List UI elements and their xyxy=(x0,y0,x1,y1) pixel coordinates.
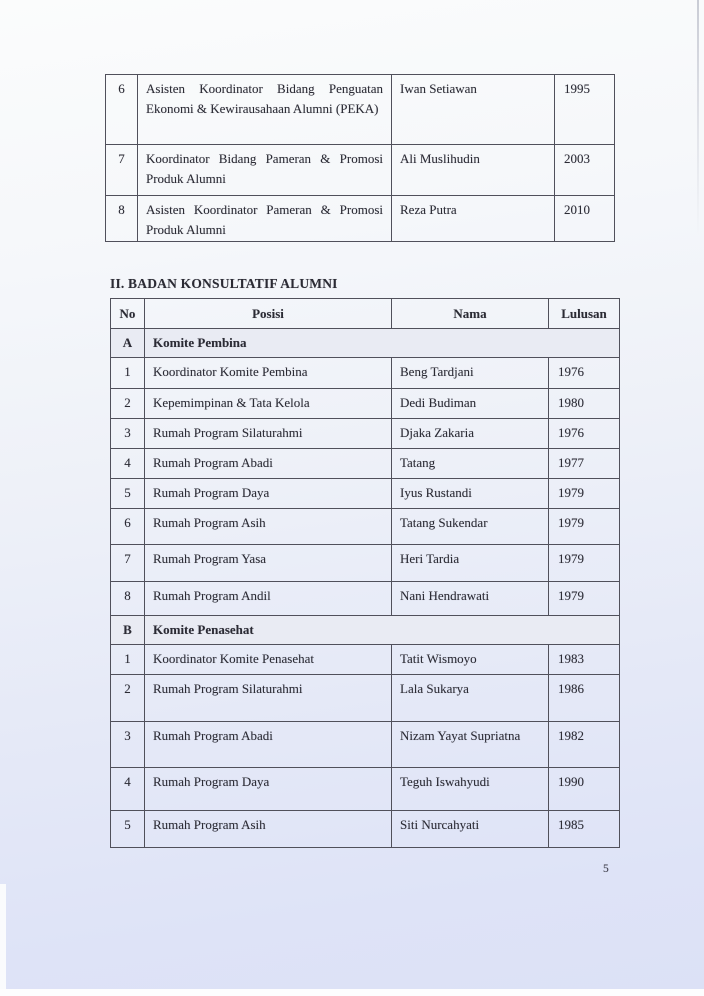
graduation-year-cell: 1979 xyxy=(549,545,620,582)
section-label: B xyxy=(111,616,145,645)
name-cell: Beng Tardjani xyxy=(392,358,549,389)
name-cell: Tatit Wismoyo xyxy=(392,645,549,675)
position-cell: Koordinator Bidang Pameran & Promosi Produk Alumni xyxy=(138,145,392,196)
name-cell: Teguh Iswahyudi xyxy=(392,768,549,811)
column-header-posisi: Posisi xyxy=(145,299,392,329)
graduation-year-cell: 1979 xyxy=(549,509,620,545)
row-number-cell: 5 xyxy=(111,479,145,509)
row-number-cell: 6 xyxy=(111,509,145,545)
graduation-year-cell: 1982 xyxy=(549,722,620,768)
graduation-year-cell: 2003 xyxy=(555,145,615,196)
position-cell: Asisten Koordinator Pameran & Promosi Produk Alumni xyxy=(138,196,392,242)
table-row xyxy=(111,449,620,479)
position-cell: Rumah Program Asih xyxy=(145,811,392,848)
officers-table-continued xyxy=(105,74,615,242)
name-cell: Ali Muslihudin xyxy=(392,145,555,196)
position-cell: Rumah Program Silaturahmi xyxy=(145,419,392,449)
section-row xyxy=(111,329,620,358)
row-number-cell: 8 xyxy=(111,582,145,616)
section-row xyxy=(111,616,620,645)
name-cell: Lala Sukarya xyxy=(392,675,549,722)
section-heading: II. BADAN KONSULTATIF ALUMNI xyxy=(110,276,338,291)
row-number-cell: 5 xyxy=(111,811,145,848)
page-number: 5 xyxy=(603,863,609,875)
row-number-cell: 7 xyxy=(106,145,138,196)
row-number-cell: 7 xyxy=(111,545,145,582)
position-cell: Koordinator Komite Pembina xyxy=(145,358,392,389)
row-number-cell: 2 xyxy=(111,389,145,419)
row-number-cell: 2 xyxy=(111,675,145,722)
table-row xyxy=(111,811,620,848)
table-row xyxy=(111,645,620,675)
name-cell: Siti Nurcahyati xyxy=(392,811,549,848)
graduation-year-cell: 1983 xyxy=(549,645,620,675)
row-number-cell: 8 xyxy=(106,196,138,242)
position-cell: Asisten Koordinator Bidang Penguatan Ekonomi & Kewirausahaan Alumni (PEKA) xyxy=(138,75,392,145)
graduation-year-cell: 1985 xyxy=(549,811,620,848)
graduation-year-cell: 1986 xyxy=(549,675,620,722)
position-cell: Rumah Program Abadi xyxy=(145,449,392,479)
graduation-year-cell: 1979 xyxy=(549,479,620,509)
graduation-year-cell: 1995 xyxy=(555,75,615,145)
position-cell: Koordinator Komite Penasehat xyxy=(145,645,392,675)
scan-edge-line xyxy=(697,0,699,235)
position-cell: Kepemimpinan & Tata Kelola xyxy=(145,389,392,419)
column-header-no: No xyxy=(111,299,145,329)
table-row xyxy=(111,479,620,509)
graduation-year-cell: 2010 xyxy=(555,196,615,242)
position-cell: Rumah Program Yasa xyxy=(145,545,392,582)
graduation-year-cell: 1977 xyxy=(549,449,620,479)
name-cell: Dedi Budiman xyxy=(392,389,549,419)
name-cell: Iwan Setiawan xyxy=(392,75,555,145)
scan-edge-bottom xyxy=(0,989,704,996)
graduation-year-cell: 1980 xyxy=(549,389,620,419)
table-row xyxy=(111,582,620,616)
table-row xyxy=(106,145,615,196)
table-row xyxy=(106,75,615,145)
position-cell: Rumah Program Abadi xyxy=(145,722,392,768)
table-row xyxy=(111,768,620,811)
name-cell: Nani Hendrawati xyxy=(392,582,549,616)
column-header-lulusan: Lulusan xyxy=(549,299,620,329)
graduation-year-cell: 1990 xyxy=(549,768,620,811)
column-header-nama: Nama xyxy=(392,299,549,329)
table-row xyxy=(106,196,615,242)
name-cell: Reza Putra xyxy=(392,196,555,242)
name-cell: Tatang Sukendar xyxy=(392,509,549,545)
position-cell: Rumah Program Silaturahmi xyxy=(145,675,392,722)
table-row xyxy=(111,389,620,419)
row-number-cell: 1 xyxy=(111,645,145,675)
row-number-cell: 3 xyxy=(111,722,145,768)
table-row xyxy=(111,545,620,582)
badan-konsultatif-table xyxy=(110,298,620,848)
row-number-cell: 4 xyxy=(111,449,145,479)
name-cell: Iyus Rustandi xyxy=(392,479,549,509)
table-row xyxy=(111,722,620,768)
table-row xyxy=(111,509,620,545)
table-row xyxy=(111,358,620,389)
name-cell: Nizam Yayat Supriatna xyxy=(392,722,549,768)
name-cell: Djaka Zakaria xyxy=(392,419,549,449)
row-number-cell: 3 xyxy=(111,419,145,449)
row-number-cell: 1 xyxy=(111,358,145,389)
section-label: A xyxy=(111,329,145,358)
table-row xyxy=(111,675,620,722)
table-row xyxy=(111,419,620,449)
section-title: Komite Penasehat xyxy=(145,616,620,645)
position-cell: Rumah Program Asih xyxy=(145,509,392,545)
badan-konsultatif-table-head xyxy=(111,299,620,329)
row-number-cell: 6 xyxy=(106,75,138,145)
position-cell: Rumah Program Daya xyxy=(145,768,392,811)
position-cell: Rumah Program Andil xyxy=(145,582,392,616)
officers-table-body xyxy=(106,75,615,242)
graduation-year-cell: 1976 xyxy=(549,419,620,449)
name-cell: Heri Tardia xyxy=(392,545,549,582)
row-number-cell: 4 xyxy=(111,768,145,811)
badan-konsultatif-table-body xyxy=(111,329,620,848)
table-header-row xyxy=(111,299,620,329)
name-cell: Tatang xyxy=(392,449,549,479)
position-cell: Rumah Program Daya xyxy=(145,479,392,509)
scan-edge-left xyxy=(0,884,6,996)
section-title: Komite Pembina xyxy=(145,329,620,358)
graduation-year-cell: 1976 xyxy=(549,358,620,389)
graduation-year-cell: 1979 xyxy=(549,582,620,616)
